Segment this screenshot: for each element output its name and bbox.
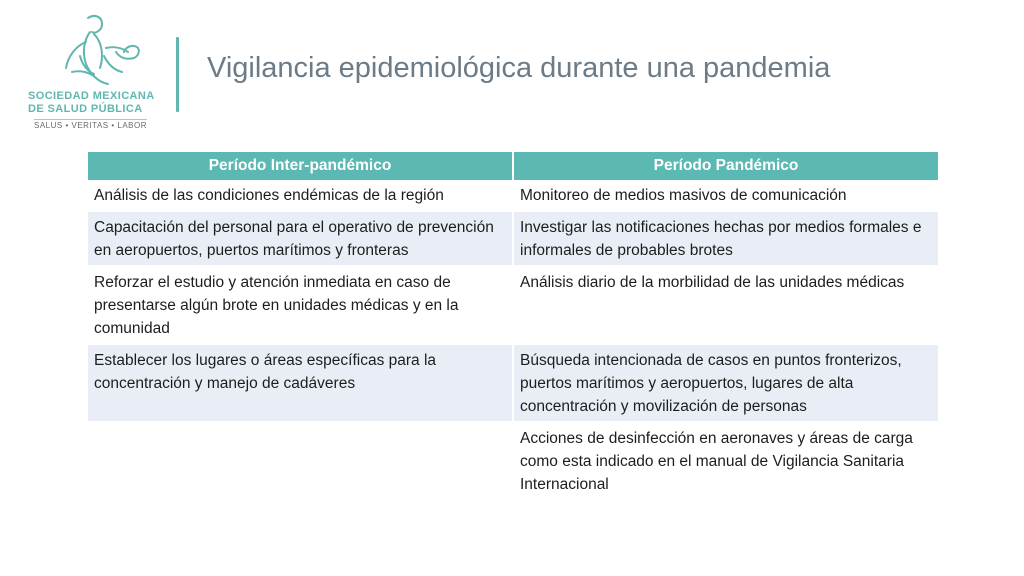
table-header-row [88, 152, 938, 180]
logo-text-line2: DE SALUD PÚBLICA [28, 103, 143, 115]
table-row [88, 211, 938, 266]
header-pandemic: Período Pandémico [513, 152, 938, 180]
table-cell: Búsqueda intencionada de casos en puntos fronterizos, puertos marítimos y aeropuertos, lugares de alta concentración y movilización de personas [513, 344, 938, 422]
table-cell: Reforzar el estudio y atención inmediata en caso de presentarse algún brote en unidades médicas y en la comunidad [88, 266, 513, 344]
table-cell: Investigar las notificaciones hechas por medios formales e informales de probables brotes [513, 211, 938, 266]
table-cell: Análisis de las condiciones endémicas de la región [88, 180, 513, 211]
logo-text-line1: SOCIEDAD MEXICANA [28, 90, 155, 102]
surveillance-table [88, 152, 938, 501]
table-cell: Análisis diario de la morbilidad de las unidades médicas [513, 266, 938, 344]
society-logo [22, 12, 172, 130]
slide-title: Vigilancia epidemiológica durante una pandemia [207, 52, 831, 84]
table-row [88, 180, 938, 211]
table-cell: Capacitación del personal para el operativo de prevención en aeropuertos, puertos marítimos y fronteras [88, 211, 513, 266]
table-cell: Establecer los lugares o áreas específicas para la concentración y manejo de cadáveres [88, 344, 513, 422]
health-goddess-logo-icon [50, 12, 150, 88]
header-inter-pandemic: Período Inter-pandémico [88, 152, 513, 180]
table-row [88, 266, 938, 344]
title-accent-bar [176, 37, 179, 112]
table-row [88, 344, 938, 422]
logo-motto: SALUS • VERITAS • LABOR [34, 121, 147, 130]
table-cell: Monitoreo de medios masivos de comunicación [513, 180, 938, 211]
table-cell: Acciones de desinfección en aeronaves y áreas de carga como esta indicado en el manual de Vigilancia Sanitaria Internacional [513, 422, 938, 500]
table-row [88, 422, 938, 500]
table-cell [88, 422, 513, 500]
